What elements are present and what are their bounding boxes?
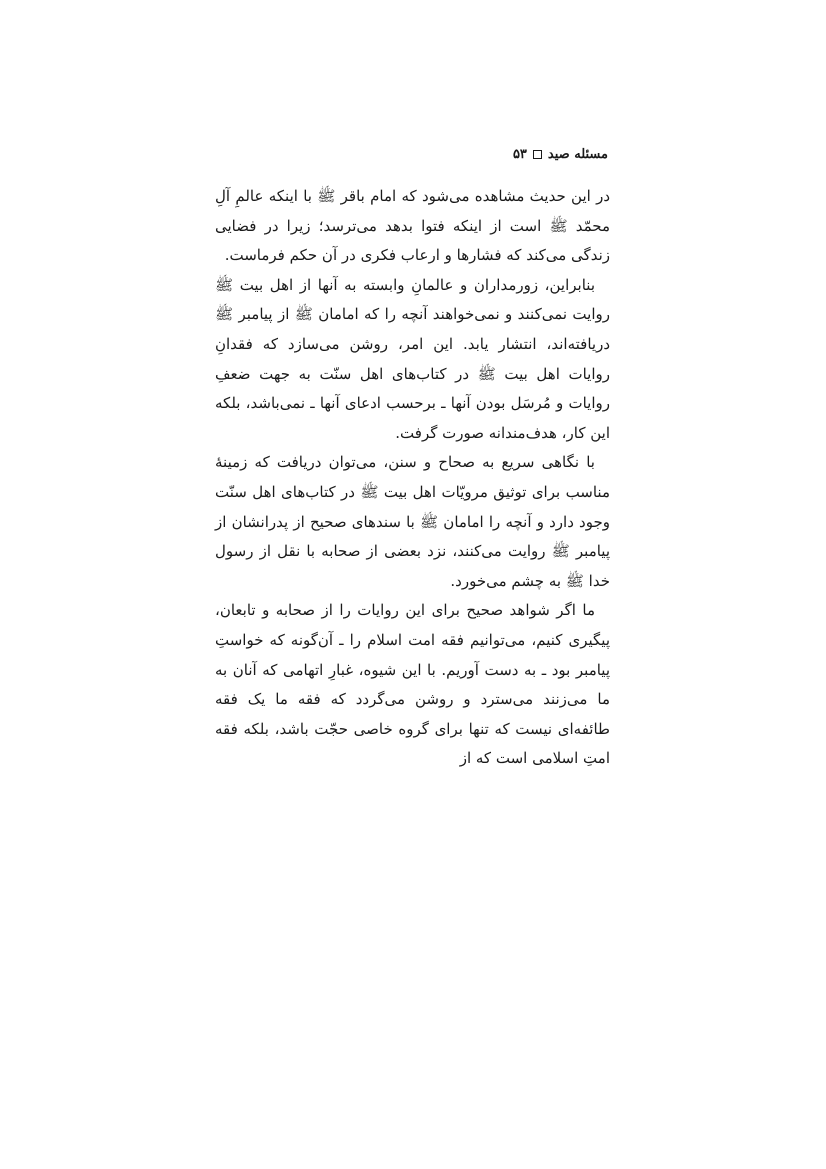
square-separator-icon <box>533 150 542 159</box>
paragraph: بنابراین، زورمداران و عالمانِ وابسته به آنها از اهل بیت ﷺ روایت نمی‌کنند و نمی‌خواهند آنچه را که امامان ﷺ از پیامبر ﷺ دریافته‌اند، انتشار یابد. این امر، روشن می‌سازد که فقدانِ روایات اهل بیت ﷺ در کتاب‌های اهل سنّت به جهت ضعفِ روایات و مُرسَل بودن آنها ـ برحسب ادعای آنها ـ نمی‌باشد، بلکه این کار، هدف‌مندانه صورت گرفت. <box>215 275 610 442</box>
running-header <box>215 142 608 166</box>
paragraph: با نگاهی سریع به صحاح و سنن، می‌توان دریافت که زمینهٔ مناسب برای توثیق مرویّات اهل بیت ﷺ در کتاب‌های اهل سنّت وجود دارد و آنچه را امامان ﷺ با سندهای صحیح از پدرانشان از پیامبر ﷺ روایت می‌کنند، نزد بعضی از صحابه با نقل از رسول خدا ﷺ به چشم می‌خورد. <box>215 453 610 590</box>
paragraph: ما اگر شواهد صحیح برای این روایات را از صحابه و تابعان، پیگیری کنیم، می‌توانیم فقه امت اسلام را ـ آن‌گونه که خواستِ پیامبر بود ـ به دست آوریم. با این شیوه، غبارِ اتهامی که آنان به ما می‌زنند می‌سترد و روشن می‌گردد که فقه ما یک فقه طائفه‌ای نیست که تنها برای گروه خاصی حجّت باشد، بلکه فقه امتِ اسلامی است که از <box>215 601 610 768</box>
chapter-title: مسئله صید <box>547 146 608 162</box>
paragraph: در این حدیث مشاهده می‌شود که امام باقر ﷺ با اینکه عالمِ آلِ محمّد ﷺ است از اینکه فتوا بدهد می‌ترسد؛ زیرا در فضایی زندگی می‌کند که فشارها و ارعاب فکری در آن حکم فرماست. <box>215 187 610 265</box>
page-number: ۵۳ <box>512 146 527 162</box>
body-text <box>215 182 610 774</box>
